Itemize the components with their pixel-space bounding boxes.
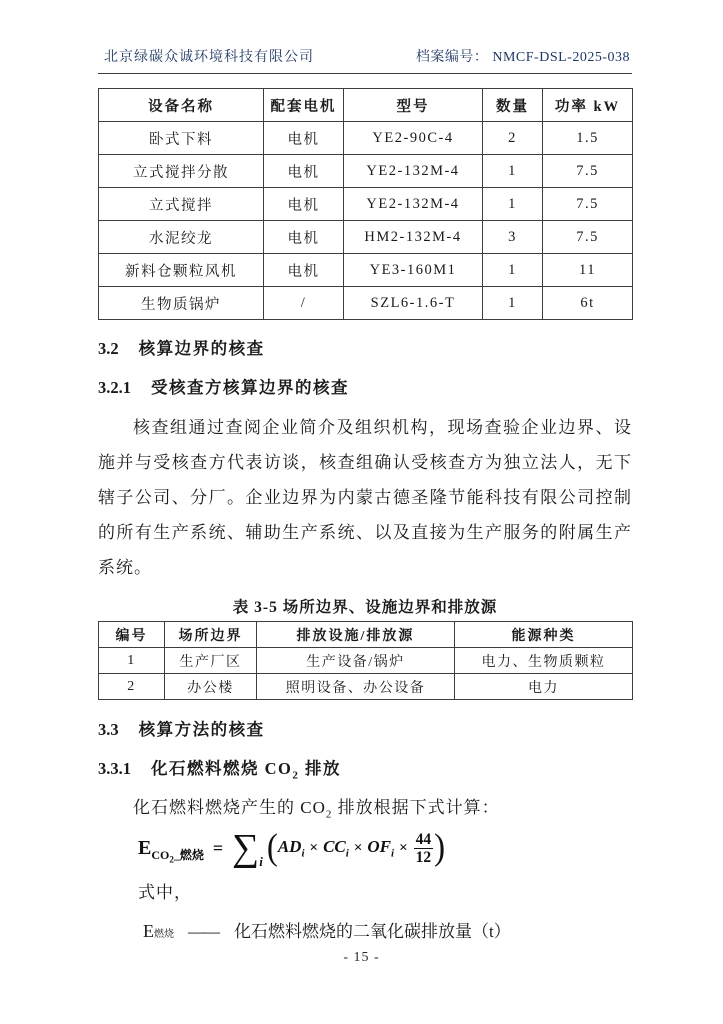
co2-subscript: 2 [325,808,333,821]
sigma-index: i [259,854,263,870]
paragraph-line: 辖子公司、分厂。企业边界为内蒙古德圣隆节能科技有限公司控制 [98,488,632,507]
cell-emission-source: 照明设备、办公设备 [257,674,455,700]
cell-device-name: 新料仓颗粒风机 [99,254,264,287]
title-text: 排放 [299,759,341,778]
close-paren: ) [434,827,446,868]
cell-site-boundary: 办公楼 [165,674,257,700]
cell-energy-type: 电力 [455,674,633,700]
paragraph-line: 的所有生产系统、辅助生产系统、以及直接为生产服务的附属生产 [98,523,632,542]
col-header-qty: 数量 [483,89,543,122]
page-content [98,0,632,942]
cell-index: 1 [99,648,165,674]
cell-power: 11 [543,254,633,287]
var-text: OF [367,837,392,857]
var-subscript: i [345,847,349,860]
equals-sign: = [212,837,224,858]
cell-qty: 2 [483,122,543,155]
cell-energy-type: 电力、生物质颗粒 [455,648,633,674]
cell-qty: 1 [483,287,543,320]
where-label: 式中， [138,882,192,902]
cell-device-name: 卧式下料 [99,122,264,155]
var-text: CC [323,837,346,857]
intro-text: 化石燃料燃烧产生的 CO [133,798,326,818]
section-number: 3.3 [98,720,119,739]
cell-model: YE2-90C-4 [344,122,483,155]
term-symbol: E [143,920,154,941]
section-title: 受核查方核算边界的核查 [151,378,349,397]
cell-power: 1.5 [543,122,633,155]
paragraph-line: 施并与受核查方代表访谈，核查组确认受核查方为独立法人，无下 [98,453,632,472]
page-header [98,46,632,66]
cell-emission-source: 生产设备/锅炉 [257,648,455,674]
definition-dash: —— [188,921,218,941]
table-row [99,254,633,287]
section-heading-3-3-1 [98,755,632,781]
archive-label: 档案编号： [415,50,489,65]
formula-intro [133,793,632,820]
sub-text: _燃烧 [173,848,204,863]
section-heading-3-3 [98,716,632,740]
table-row [99,221,633,254]
section-heading-3-2-1 [98,374,632,398]
boundary-paragraph [98,410,632,585]
paragraph-line: 系统。 [98,558,152,577]
table-row [99,155,633,188]
multiply-sign: × [353,839,363,856]
archive-number [416,46,630,66]
col-header-emission-source: 排放设施/排放源 [257,622,455,648]
section-title: 核算方法的核查 [138,720,265,739]
cell-device-name: 立式搅拌 [99,188,264,221]
intro-text: 排放根据下式计算： [332,798,500,818]
col-header-site-boundary: 场所边界 [165,622,257,648]
co2-combustion-formula [138,827,632,870]
cell-device-name: 生物质锅炉 [99,287,264,320]
col-header-device-name: 设备名称 [99,89,264,122]
formula-lhs-subscript [151,846,204,864]
cell-model: YE2-132M-4 [344,155,483,188]
col-header-index: 编号 [99,622,165,648]
cell-motor: 电机 [264,221,344,254]
sub-text: CO [151,848,170,863]
cell-index: 2 [99,674,165,700]
equipment-table-header-row [99,89,633,122]
var-subscript: i [301,847,305,860]
equipment-table [98,88,633,320]
variable-of [367,837,394,859]
cell-device-name: 水泥绞龙 [99,221,264,254]
sub-digit: 2 [169,854,174,865]
cell-motor: / [264,287,344,320]
cell-model: HM2-132M-4 [344,221,483,254]
definition-text: 化石燃料燃烧的二氧化碳排放量（t） [234,921,511,941]
cell-power: 7.5 [543,221,633,254]
cell-model: YE3-160M1 [344,254,483,287]
term-subscript: 燃烧 [154,928,174,940]
table-row [99,188,633,221]
section-number: 3.2 [98,339,119,358]
table-row [99,122,633,155]
col-header-model: 型号 [344,89,483,122]
multiply-sign: × [309,839,319,856]
table-row [99,648,633,674]
section-title: 核算边界的核查 [138,339,265,358]
open-paren: ( [266,827,278,868]
paragraph-line: 核查组通过查阅企业简介及组织机构，现场查验企业边界、设 [133,418,632,437]
term-definition [143,917,632,942]
cell-motor: 电机 [264,155,344,188]
cell-motor: 电机 [264,188,344,221]
boundary-table-header-row [99,622,633,648]
formula-lhs-base: E [138,836,152,859]
cell-power: 6t [543,287,633,320]
table-row [99,674,633,700]
col-header-power: 功率 kW [543,89,633,122]
table-row [99,287,633,320]
variable-cc [323,837,349,859]
section-number: 3.2.1 [98,378,131,397]
cell-model: SZL6-1.6-T [344,287,483,320]
page-number: - 15 - [343,950,380,965]
fraction-denominator: 12 [415,848,432,866]
cell-site-boundary: 生产厂区 [165,648,257,674]
co2-subscript: 2 [292,769,300,782]
var-text: AD [277,837,302,857]
cell-qty: 1 [483,155,543,188]
cell-qty: 3 [483,221,543,254]
var-subscript: i [391,847,395,860]
table-3-5-caption: 表 3-5 场所边界、设施边界和排放源 [232,599,498,616]
sigma-symbol: ∑ [232,827,260,870]
col-header-energy-type: 能源种类 [455,622,633,648]
cell-model: YE2-132M-4 [344,188,483,221]
header-divider [98,73,632,74]
section-title [151,755,341,781]
company-name: 北京绿碳众诚环境科技有限公司 [104,50,314,65]
fraction-44-12 [414,831,434,866]
variable-ad [278,837,305,859]
cell-motor: 电机 [264,254,344,287]
archive-value: NMCF-DSL-2025-038 [492,50,630,65]
col-header-motor: 配套电机 [264,89,344,122]
boundary-table [98,621,633,700]
cell-motor: 电机 [264,122,344,155]
cell-device-name: 立式搅拌分散 [99,155,264,188]
section-heading-3-2 [98,335,632,359]
fraction-numerator: 44 [415,830,432,848]
cell-qty: 1 [483,188,543,221]
title-text: 化石燃料燃烧 CO [151,759,293,778]
cell-power: 7.5 [543,188,633,221]
cell-power: 7.5 [543,155,633,188]
section-number: 3.3.1 [98,759,131,778]
cell-qty: 1 [483,254,543,287]
multiply-sign: × [399,839,408,856]
